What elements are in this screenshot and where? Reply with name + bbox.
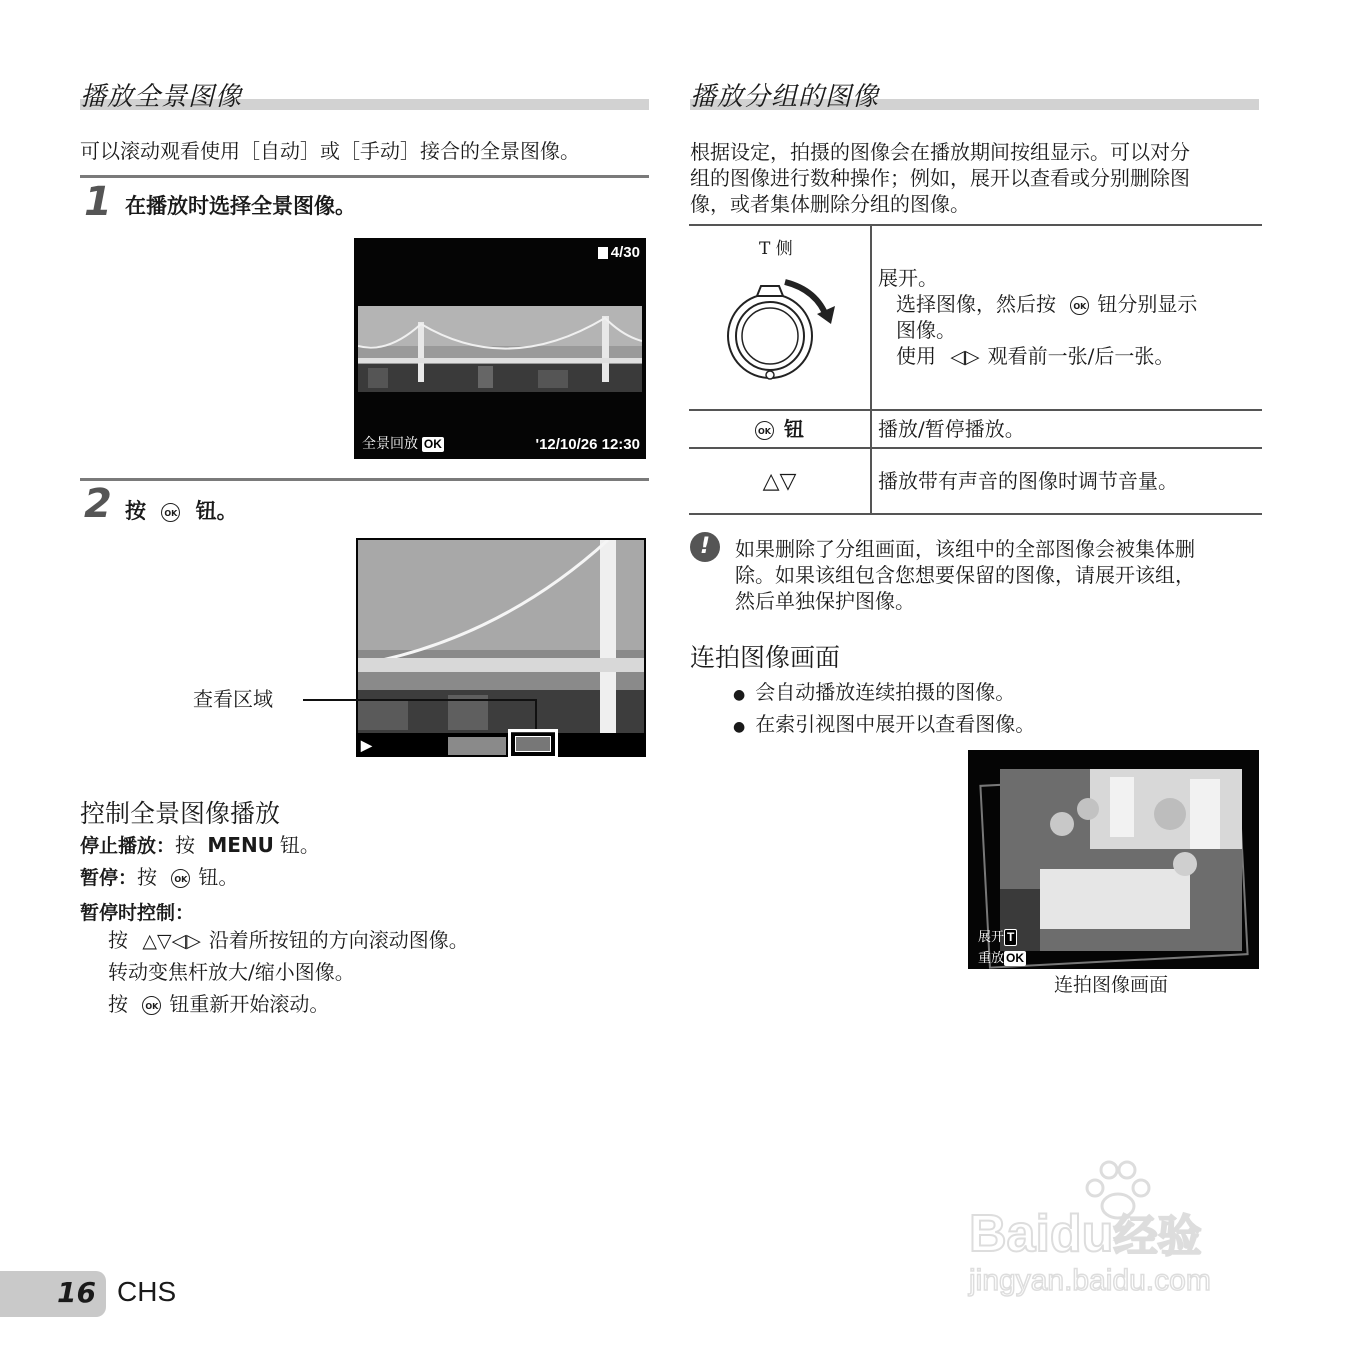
left-right-arrows-icon: ◁▷ xyxy=(950,346,980,368)
panorama-thumbnail-strip xyxy=(448,737,506,755)
watermark-brand: Baidu经验 xyxy=(969,1205,1202,1263)
step1-number: 1 xyxy=(84,179,112,225)
left-section-title: 播放全景图像 xyxy=(80,82,243,112)
ok-button-icon: OK xyxy=(161,503,180,522)
group-intro: 根据设定，拍摄的图像会在播放期间按组显示。可以对分 组的图像进行数种操作；例如，展开以查看或分别删除图 像，或者集体删除分组的图像。 xyxy=(690,140,1190,216)
stop-playback-line: 停止播放：按 MENU 钮。 xyxy=(80,833,320,857)
expand-line3: 使用 ◁▷ 观看前一张/后一张。 xyxy=(896,344,1175,368)
paused-zoom-line: 转动变焦杆放大/缩小图像。 xyxy=(108,960,355,984)
paused-resume-line: 按 OK 钮重新开始滚动。 xyxy=(108,992,330,1016)
burst-title: 连拍图像画面 xyxy=(690,643,841,672)
while-paused-label: 暂停时控制： xyxy=(80,902,195,924)
paused-scroll-line: 按 △▽◁▷ 沿着所按钮的方向滚动图像。 xyxy=(108,928,469,952)
panorama-screen xyxy=(354,238,646,459)
panorama-scroll-screen xyxy=(356,538,646,757)
watermark-url: jingyan.baidu.com xyxy=(969,1264,1211,1297)
group-ops-table xyxy=(689,226,1262,515)
expand-description-cell xyxy=(871,226,1262,410)
menu-button-label: MENU xyxy=(207,833,274,857)
zoom-dial-cell xyxy=(689,226,871,410)
step1-text: 在播放时选择全景图像。 xyxy=(125,194,356,218)
t-side-label: T 侧 xyxy=(759,239,793,259)
view-area-leader-line xyxy=(303,699,537,701)
pause-line: 暂停：按 OK 钮。 xyxy=(80,865,239,889)
up-down-arrows-icon: △▽ xyxy=(689,448,871,514)
burst-bullet-2: ● 在索引视图中展开以查看图像。 xyxy=(733,712,1036,736)
ok-badge: OK xyxy=(1006,951,1025,965)
burst-caption: 连拍图像画面 xyxy=(1054,974,1169,996)
ok-button-icon: OK xyxy=(171,869,190,888)
caution-icon: ! xyxy=(690,532,720,562)
page-number: 16 xyxy=(57,1276,96,1309)
burst-bullet-1: ● 会自动播放连续拍摄的图像。 xyxy=(733,680,1016,704)
step2-text: 按 OK 钮。 xyxy=(125,499,238,523)
arrow-keys-icon: △▽◁▷ xyxy=(142,930,201,952)
panorama-bridge-photo xyxy=(358,306,642,392)
family-photo xyxy=(1000,769,1242,951)
language-code: CHS xyxy=(117,1276,177,1307)
step2-number: 2 xyxy=(84,481,112,527)
step1-rule xyxy=(80,175,649,178)
baidu-watermark xyxy=(965,1158,1285,1308)
caution-note: 如果删除了分组画面，该组中的全部图像会被集体删 除。如果该组包含您想要保留的图像，请展开该组， 然后单独保护图像。 xyxy=(735,537,1195,613)
expand-title: 展开。 xyxy=(878,266,938,290)
view-area-label: 查看区域 xyxy=(193,687,273,711)
view-area-leader-line-vertical xyxy=(535,699,537,729)
ok-button-icon: OK xyxy=(1070,296,1089,315)
expand-line1: 选择图像，然后按 OK 钮分别显示 xyxy=(896,292,1198,316)
panorama-playback-label: 全景回放 OK xyxy=(362,435,442,451)
date-time: '12/10/26 12:30 xyxy=(535,436,640,453)
play-icon: ▶ xyxy=(361,737,372,753)
volume-desc: 播放带有声音的图像时调节音量。 xyxy=(871,448,1262,514)
t-badge: T xyxy=(1004,929,1017,946)
expand-overlay: 展开 T xyxy=(978,926,1017,946)
ok-button-icon: OK xyxy=(755,421,774,440)
play-pause-desc: 播放/暂停播放。 xyxy=(871,410,1262,448)
view-area-indicator xyxy=(508,729,558,757)
frame-counter: 4/30 xyxy=(598,244,640,261)
ok-button-icon: OK xyxy=(142,996,161,1015)
zoom-lever-icon xyxy=(725,276,845,386)
control-title: 控制全景图像播放 xyxy=(80,799,281,828)
card-icon xyxy=(598,247,608,259)
ok-badge: OK xyxy=(423,437,442,451)
burst-screen xyxy=(968,750,1259,969)
expand-line2: 图像。 xyxy=(896,318,956,342)
replay-overlay: 重放 OK xyxy=(978,950,1025,965)
right-section-title: 播放分组的图像 xyxy=(690,82,880,112)
ok-button-key-cell: OK 钮 xyxy=(689,410,871,448)
step2-rule xyxy=(80,478,649,481)
panorama-intro: 可以滚动观看使用［自动］或［手动］接合的全景图像。 xyxy=(80,139,580,163)
bridge-closeup-photo xyxy=(358,540,644,733)
